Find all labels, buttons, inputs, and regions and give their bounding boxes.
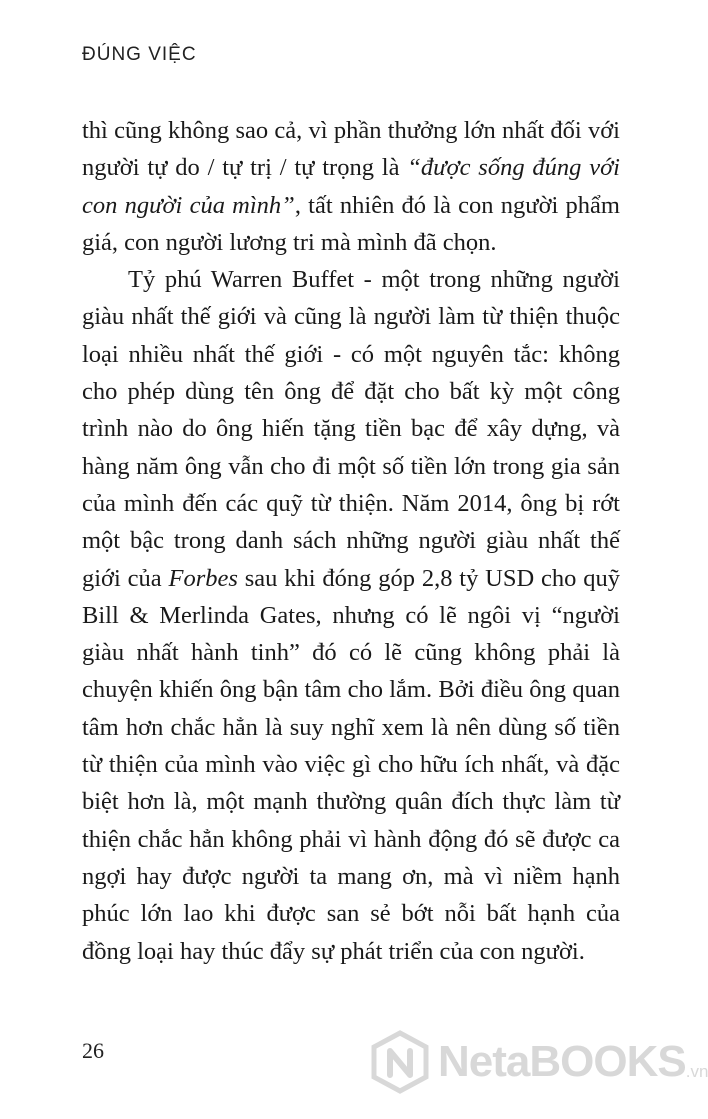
paragraph-1 [82, 112, 620, 261]
paragraph-1-text-b: , tất nhiên đó là con người phẩm giá, con người lương tri mà mình đã chọn. [82, 191, 620, 256]
body-text [82, 112, 620, 970]
watermark [370, 1022, 708, 1102]
running-header: ĐÚNG VIỆC [82, 44, 197, 65]
paragraph-2-text-b: sau khi đóng góp 2,8 tỷ USD cho quỹ Bill & Merlinda Gates, nhưng có lẽ ngôi vị “người giàu nhất hành tinh” đó có lẽ cũng không phải là chuyện khiến ông bận tâm cho lắm. Bởi điều ông quan tâm hơn chắc hẳn là suy nghĩ xem là nên dùng số tiền từ thiện của mình vào việc gì cho hữu ích nhất, và đặc biệt hơn là, một mạnh thường quân đích thực làm từ thiện chắc hẳn không phải vì hành động đó sẽ được ca ngợi hay được người ta mang ơn, mà vì niềm hạnh phúc lớn lao khi được san sẻ bớt nỗi bất hạnh của đồng loại hay thúc đẩy sự phát triển của con người. [82, 564, 620, 965]
paragraph-2 [82, 261, 620, 970]
paragraph-1-text-a: thì cũng không sao cả, vì phần thưởng lớn nhất đối với người tự do / tự trị / tự trọng là [82, 117, 620, 182]
page-number: 26 [82, 1038, 104, 1063]
paragraph-1-emphasis: “được sống đúng với con người của mình” [82, 154, 620, 219]
paragraph-2-emphasis: Forbes [168, 564, 238, 592]
netabooks-logo-icon [370, 1031, 430, 1093]
watermark-brand: NetaBOOKS [438, 1037, 686, 1086]
paragraph-2-text-a: Tỷ phú Warren Buffet - một trong những người giàu nhất thế giới và cũng là người làm từ thiện thuộc loại nhiều nhất thế giới - có một nguyên tắc: không cho phép dùng tên ông để đặt cho bất kỳ một công trình nào do ông hiến tặng tiền bạc để xây dựng, và hàng năm ông vẫn cho đi một số tiền lớn trong gia sản của mình đến các quỹ từ thiện. Năm 2014, ông bị rớt một bậc trong danh sách những người giàu nhất thế giới của [82, 266, 620, 592]
watermark-suffix: .vn [685, 1062, 708, 1081]
